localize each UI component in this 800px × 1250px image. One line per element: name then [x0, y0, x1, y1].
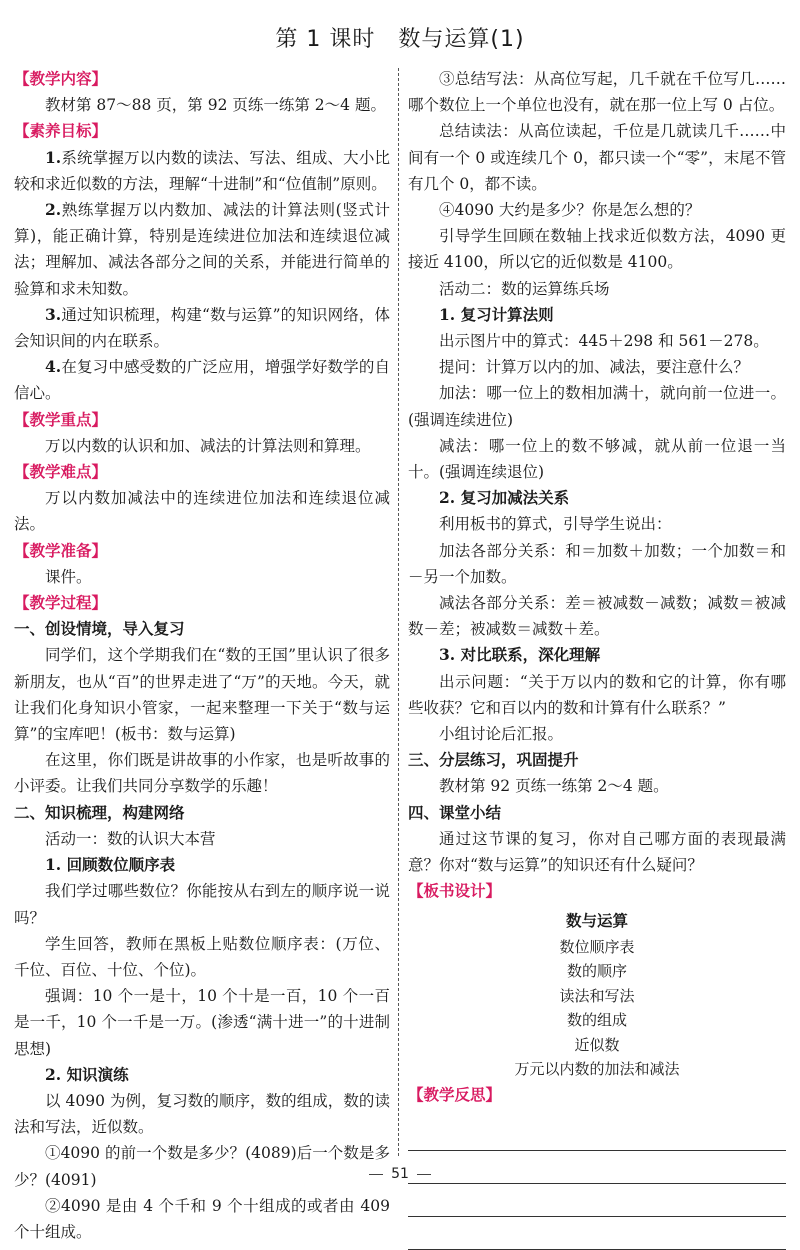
- goal-1: [14, 145, 390, 197]
- activity-1-title: 活动一：数的认识大本营: [45, 829, 216, 848]
- goal-3-number: 3.: [45, 304, 62, 324]
- writing-line[interactable]: [408, 1217, 786, 1250]
- question-1: ①4090 的前一个数是多少？(4089)后一个数是多少？(4091): [14, 1144, 390, 1189]
- subtraction-relations: 减法各部分关系：差＝被减数－减数；减数＝被减数－差；被减数＝减数＋差。: [408, 594, 786, 639]
- goal-3-text: 通过知识梳理，构建“数与运算”的知识网络，体会知识间的内在联系。: [14, 305, 390, 351]
- section-4-heading: 四、课堂小结: [408, 803, 502, 822]
- section-3-heading: 三、分层练习，巩固提升: [408, 751, 579, 770]
- activity-1-step-1-paragraph-2: 学生回答，教师在黑板上贴数位顺序表：(万位、千位、百位、十位、个位)。: [14, 934, 390, 979]
- activity-1-step-1-paragraph-3: 强调：10 个一是十，10 个十是一百，10 个一百是一千，10 个一千是一万。(渗透“满十进一”的十进制思想): [14, 987, 390, 1058]
- heading-teaching-process: 【教学过程】: [14, 594, 108, 613]
- heading-key-points: 【教学重点】: [14, 410, 108, 429]
- dash-right: [417, 1174, 431, 1175]
- board-item: 近似数: [574, 1035, 620, 1054]
- activity-2-step-2-paragraph-1: 利用板书的算式，引导学生说出：: [439, 515, 672, 534]
- left-column: [14, 66, 390, 1245]
- activity-2-step-2-heading: 2. 复习加减法关系: [439, 488, 570, 508]
- activity-2-step-1-paragraph-2: 提问：计算万以内的加、减法，要注意什么？: [439, 358, 750, 377]
- goal-1-number: 1.: [45, 147, 62, 167]
- activity-2-title: 活动二：数的运算练兵场: [439, 279, 610, 298]
- goal-4-text: 在复习中感受数的广泛应用，增强学好数学的自信心。: [14, 358, 390, 403]
- goal-2-number: 2.: [45, 200, 62, 220]
- column-divider: [398, 68, 399, 1156]
- goal-4-number: 4.: [45, 357, 62, 377]
- lesson-title: 第 1 课时 数与运算(1): [275, 27, 525, 52]
- difficulties-text: 万以内数加减法中的连续进位加法和连续退位减法。: [14, 489, 390, 534]
- section-1-paragraph-1: 同学们，这个学期我们在“数的王国”里认识了很多新朋友，也从“百”的世界走进了“万”的天地。今天，就让我们化身知识小管家，一起来整理一下关于“数与运算”的宝库吧！(板书：数与运算): [14, 646, 390, 744]
- section-2-heading: 二、知识梳理，构建网络: [14, 803, 185, 822]
- board-item: 数的组成: [566, 1011, 627, 1029]
- key-points-text: 万以内数的认识和加、减法的计算法则和算理。: [45, 436, 371, 455]
- heading-board-design: 【板书设计】: [408, 882, 502, 901]
- board-item: 万元以内数的加法和减法: [514, 1060, 680, 1078]
- activity-2-step-1-heading: 1. 复习计算法则: [439, 304, 554, 324]
- writing-line[interactable]: [408, 1184, 786, 1217]
- teaching-content-text: 教材第 87～88 页，第 92 页练一练第 2～4 题。: [45, 96, 386, 115]
- preparation-text: 课件。: [45, 567, 92, 586]
- goal-3: [14, 302, 390, 354]
- heading-difficulties: 【教学难点】: [14, 463, 108, 482]
- section-1-heading: 一、创设情境，导入复习: [14, 620, 185, 639]
- activity-1-step-1-heading: 1. 回顾数位顺序表: [45, 855, 176, 875]
- board-title: 数与运算: [565, 911, 628, 930]
- heading-teaching-reflection: 【教学反思】: [408, 1085, 502, 1104]
- page-number: [0, 1166, 800, 1182]
- page-number-text: 51: [391, 1166, 409, 1182]
- addition-rule: 加法：哪一位上的数相加满十，就向前一位进一。(强调连续进位): [408, 384, 786, 429]
- board-item: 数位顺序表: [559, 937, 635, 956]
- question-4-answer: 引导学生回顾在数轴上找求近似数方法，4090 更接近 4100，所以它的近似数是 4100。: [408, 227, 786, 272]
- board-design: [408, 907, 786, 1082]
- activity-2-step-3-paragraph-2: 小组讨论后汇报。: [439, 725, 564, 744]
- reading-summary: 总结读法：从高位读起，千位是几就读几千……中间有一个 0 或连续几个 0，都只读一个“零”，末尾不管有几个 0，都不读。: [408, 122, 786, 193]
- writing-line[interactable]: [408, 1118, 786, 1151]
- goal-1-text: 系统掌握万以内数的读法、写法、组成、大小比较和求近似数的方法，理解“十进制”和“位值制”原则。: [14, 148, 390, 193]
- board-item: 读法和写法: [559, 986, 635, 1005]
- goal-2: [14, 197, 390, 302]
- reflection-writing-lines: [408, 1118, 786, 1250]
- heading-teaching-content: 【教学内容】: [14, 70, 108, 88]
- section-1-paragraph-2: 在这里，你们既是讲故事的小作家，也是听故事的小评委。让我们共同分享数学的乐趣！: [14, 751, 390, 796]
- dash-left: [369, 1174, 383, 1175]
- heading-literacy-goals: 【素养目标】: [14, 122, 108, 141]
- question-4: ④4090 大约是多少？你是怎么想的？: [439, 201, 701, 220]
- activity-2-step-3-paragraph-1: 出示问题：“关于万以内的数和它的计算，你有哪些收获？它和百以内的数和计算有什么联系？”: [408, 672, 786, 717]
- activity-2-step-1-paragraph-1: 出示图片中的算式：445＋298 和 561－278。: [439, 332, 769, 351]
- addition-relations: 加法各部分关系：和＝加数＋加数；一个加数＝和－另一个加数。: [408, 541, 786, 586]
- board-item: 数的顺序: [566, 962, 627, 980]
- question-3-writing-summary: ③总结写法：从高位写起，几千就在千位写几……哪个数位上一个单位也没有，就在那一位上写 0 占位。: [408, 70, 786, 115]
- section-4-paragraph: 通过这节课的复习，你对自己哪方面的表现最满意？你对“数与运算”的知识还有什么疑问？: [408, 829, 786, 875]
- question-2: ②4090 是由 4 个千和 9 个十组成的或者由 409 个十组成。: [14, 1196, 390, 1241]
- activity-1-step-2-heading: 2. 知识演练: [45, 1064, 129, 1084]
- subtraction-rule: 减法：哪一位上的数不够减，就从前一位退一当十。(强调连续退位): [408, 436, 786, 482]
- section-3-paragraph: 教材第 92 页练一练第 2～4 题。: [439, 777, 669, 796]
- activity-1-step-1-paragraph-1: 我们学过哪些数位？你能按从右到左的顺序说一说吗？: [14, 882, 390, 927]
- activity-1-step-2-paragraph-1: 以 4090 为例，复习数的顺序，数的组成，数的读法和写法，近似数。: [14, 1091, 390, 1137]
- goal-4: [14, 354, 390, 406]
- right-column: [408, 66, 786, 1250]
- heading-preparation: 【教学准备】: [14, 541, 108, 560]
- goal-2-text: 熟练掌握万以内数加、减法的计算法则(竖式计算)，能正确计算，特别是连续进位加法和连续退位减法；理解加、减法各部分之间的关系，并能进行简单的验算和求未知数。: [14, 201, 390, 298]
- activity-2-step-3-heading: 3. 对比联系，深化理解: [439, 645, 601, 665]
